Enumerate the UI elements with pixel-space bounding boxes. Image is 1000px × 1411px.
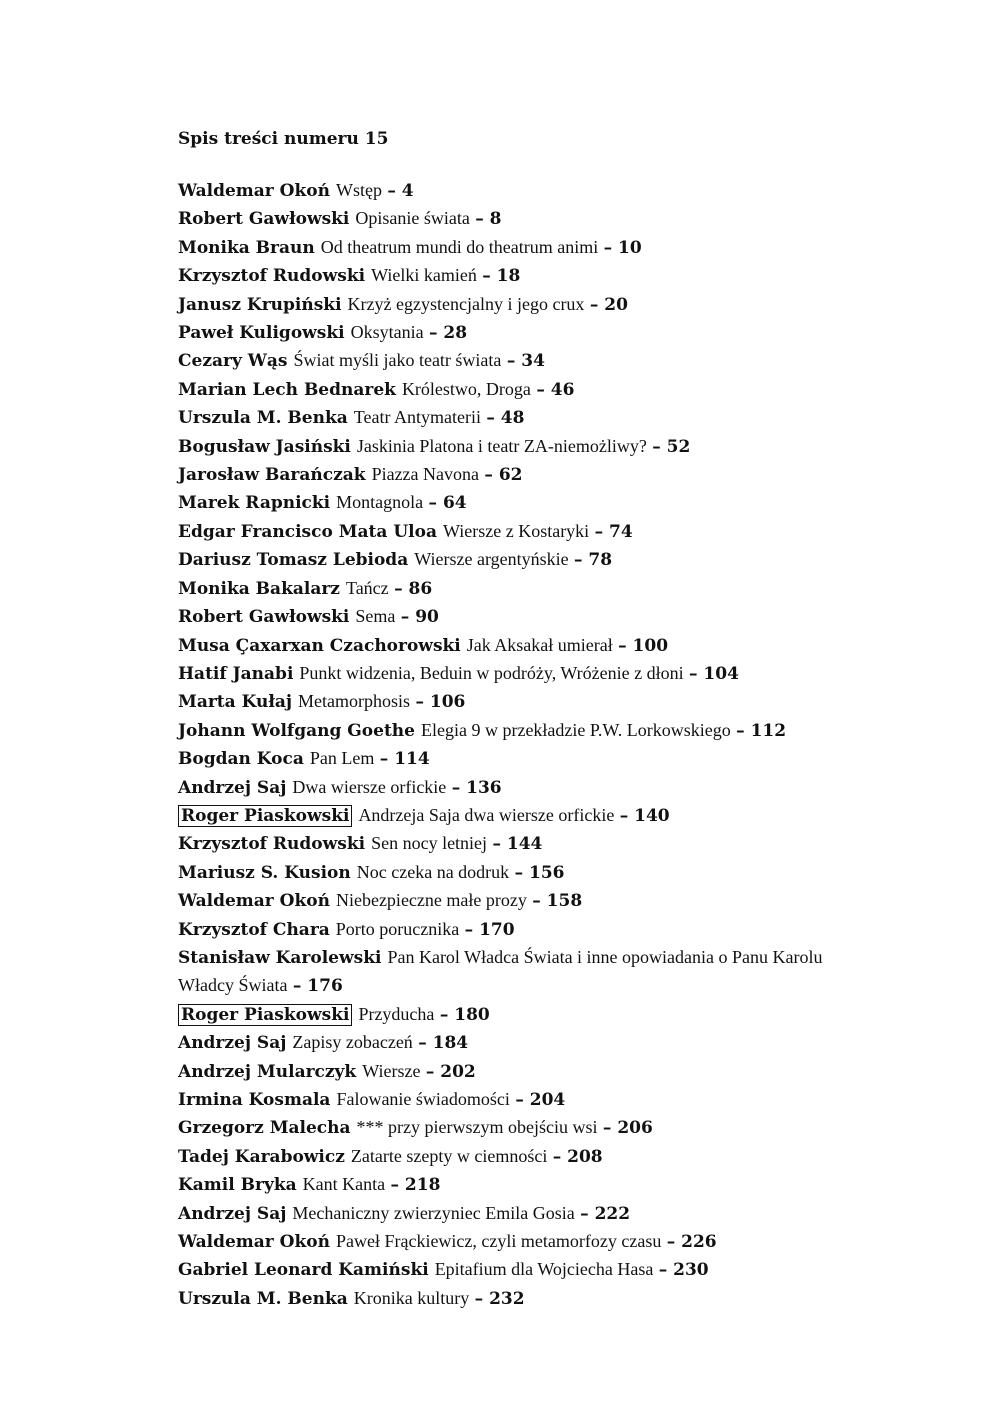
toc-author: Roger Piaskowski <box>178 805 352 827</box>
toc-page-number: – 86 <box>394 578 433 599</box>
toc-work-title: Opisanie świata <box>355 208 470 229</box>
toc-entry <box>178 632 868 660</box>
toc-page-number: – 64 <box>428 493 467 514</box>
toc-author: Janusz Krupiński <box>178 294 342 315</box>
toc-author: Bogdan Koca <box>178 749 304 770</box>
toc-entry <box>178 546 868 574</box>
toc-page-number: – 226 <box>666 1232 717 1253</box>
toc-work-title: Montagnola <box>336 492 424 513</box>
toc-page-number: – 10 <box>603 237 642 258</box>
toc-work-title: Mechaniczny zwierzyniec Emila Gosia <box>292 1202 575 1223</box>
toc-work-title: Wiersze <box>362 1060 421 1081</box>
toc-title: Spis treści numeru 15 <box>178 129 389 149</box>
toc-entry <box>178 1256 868 1284</box>
toc-entry <box>178 461 868 489</box>
toc-page-number: – 100 <box>618 635 669 656</box>
toc-work-title: Elegia 9 w przekładzie P.W. Lorkowskiego <box>420 719 731 740</box>
toc-entry <box>178 916 868 944</box>
toc-page-number: – 202 <box>425 1061 476 1082</box>
toc-work-title: Kant Kanta <box>302 1174 386 1195</box>
toc-author: Monika Bakalarz <box>178 578 340 599</box>
toc-work-title: Oksytania <box>350 322 424 343</box>
toc-author: Jarosław Barańczak <box>178 465 366 486</box>
toc-work-title: Epitafium dla Wojciecha Hasa <box>434 1259 654 1280</box>
toc-page-number: – 204 <box>515 1090 566 1110</box>
toc-entry <box>178 887 868 915</box>
toc-page-number: – 158 <box>532 891 583 912</box>
toc-entry <box>178 1143 868 1171</box>
toc-work-title: Niebezpieczne małe prozy <box>335 890 527 911</box>
toc-entry <box>178 859 868 887</box>
toc-author: Irmina Kosmala <box>178 1090 331 1110</box>
toc-author: Marian Lech Bednarek <box>178 379 396 400</box>
toc-entry <box>178 518 868 546</box>
toc-work-title: Dwa wiersze orfickie <box>292 776 447 797</box>
toc-work-title: Piazza Navona <box>371 464 480 485</box>
toc-author: Gabriel Leonard Kamiński <box>178 1260 429 1281</box>
toc-author: Robert Gawłowski <box>178 607 350 628</box>
toc-author: Waldemar Okoń <box>178 891 330 912</box>
toc-entry <box>178 262 868 290</box>
toc-author: Dariusz Tomasz Lebioda <box>178 550 409 571</box>
toc-entry <box>178 1114 868 1142</box>
toc-author: Robert Gawłowski <box>178 209 350 230</box>
toc-entry <box>178 575 868 603</box>
toc-page-number: – 106 <box>415 692 466 713</box>
toc-page-number: – 34 <box>506 351 545 372</box>
toc-work-title: Sema <box>355 606 396 627</box>
toc-author: Krzysztof Chara <box>178 919 330 940</box>
toc-work-title: *** przy pierwszym obejściu wsi <box>356 1117 598 1138</box>
toc-author: Urszula M. Benka <box>178 1288 348 1309</box>
toc-page-number: – 144 <box>492 834 543 855</box>
toc-author: Mariusz S. Kusion <box>178 862 351 883</box>
toc-entry <box>178 1285 868 1313</box>
toc-entry <box>178 830 868 858</box>
toc-entry <box>178 489 868 517</box>
toc-work-title: Wstęp <box>335 180 382 200</box>
toc-page-number: – 90 <box>400 607 439 628</box>
toc-work-title: Sen nocy letniej <box>371 833 488 854</box>
toc-page-number: – 232 <box>474 1288 525 1309</box>
toc-work-title: Kronika kultury <box>353 1287 470 1308</box>
toc-page-number: – 4 <box>387 181 414 201</box>
toc-work-title: Przyducha <box>358 1003 435 1024</box>
toc-entry <box>178 205 868 233</box>
toc-page-number: – 20 <box>589 294 628 315</box>
toc-entry <box>178 376 868 404</box>
toc-entry <box>178 1058 868 1086</box>
toc-page-number: – 208 <box>552 1146 603 1167</box>
toc-entry <box>178 944 868 1001</box>
toc-page-number: – 180 <box>439 1004 490 1025</box>
toc-entry <box>178 347 868 375</box>
table-of-contents <box>178 126 868 1313</box>
toc-page-number: – 218 <box>390 1175 441 1196</box>
toc-entry <box>178 717 868 745</box>
toc-page-number: – 74 <box>594 521 633 542</box>
toc-page-number: – 222 <box>580 1203 631 1224</box>
toc-author: Urszula M. Benka <box>178 408 348 429</box>
toc-author: Andrzej Saj <box>178 1203 287 1224</box>
toc-page-number: – 18 <box>482 266 521 287</box>
toc-author: Marta Kułaj <box>178 692 293 713</box>
toc-author: Cezary Wąs <box>178 351 288 372</box>
toc-entry <box>178 291 868 319</box>
toc-work-title: Wielki kamień <box>371 265 477 286</box>
toc-entry <box>178 234 868 262</box>
toc-author: Stanisław Karolewski <box>178 947 382 968</box>
toc-entry <box>178 1171 868 1199</box>
toc-entry <box>178 1001 868 1029</box>
toc-author: Andrzej Saj <box>178 1033 287 1054</box>
toc-page-number: – 156 <box>514 862 565 883</box>
toc-page-number: – 28 <box>429 323 468 344</box>
toc-entry <box>178 1029 868 1057</box>
toc-work-title: Świat myśli jako teatr świata <box>293 350 502 371</box>
toc-page-number: – 184 <box>418 1033 469 1054</box>
toc-work-title: Noc czeka na dodruk <box>356 861 510 882</box>
toc-page-number: – 8 <box>475 209 502 230</box>
toc-work-title: Metamorphosis <box>298 691 411 712</box>
toc-work-title: Pan Lem <box>309 748 375 769</box>
toc-page-number: – 62 <box>484 465 523 486</box>
toc-entry <box>178 1228 868 1256</box>
toc-page-number: – 176 <box>292 976 343 997</box>
toc-author: Tadej Karabowicz <box>178 1146 345 1167</box>
toc-entry <box>178 660 868 688</box>
toc-work-title: Od theatrum mundi do theatrum animi <box>320 236 599 257</box>
toc-list <box>178 177 868 1313</box>
toc-entry <box>178 1086 868 1114</box>
toc-entry <box>178 404 868 432</box>
toc-author: Paweł Kuligowski <box>178 323 345 344</box>
toc-page-number: – 140 <box>619 805 670 826</box>
toc-page-number: – 46 <box>536 379 575 400</box>
toc-entry <box>178 688 868 716</box>
toc-work-title: Zapisy zobaczeń <box>292 1032 413 1053</box>
toc-work-title: Pan Karol Władca Świata i inne opowiadania o Panu Karolu Władcy Świata <box>178 946 823 996</box>
toc-entry <box>178 603 868 631</box>
toc-entry <box>178 745 868 773</box>
toc-work-title: Krzyż egzystencjalny i jego crux <box>347 293 585 314</box>
toc-author: Johann Wolfgang Goethe <box>178 720 415 741</box>
toc-page-number: – 78 <box>574 550 613 571</box>
toc-work-title: Wiersze argentyńskie <box>414 549 569 570</box>
toc-page-number: – 48 <box>486 408 525 429</box>
toc-work-title: Andrzeja Saja dwa wiersze orfickie <box>358 804 615 825</box>
toc-author: Krzysztof Rudowski <box>178 834 366 855</box>
toc-author: Krzysztof Rudowski <box>178 266 366 287</box>
toc-author: Grzegorz Malecha <box>178 1118 351 1139</box>
toc-author: Waldemar Okoń <box>178 181 330 201</box>
toc-entry <box>178 1200 868 1228</box>
toc-author: Waldemar Okoń <box>178 1232 330 1253</box>
toc-work-title: Zatarte szepty w ciemności <box>350 1145 548 1166</box>
toc-author: Musa Çaxarxan Czachorowski <box>178 635 461 656</box>
toc-author: Marek Rapnicki <box>178 493 331 514</box>
toc-author: Bogusław Jasiński <box>178 436 351 457</box>
toc-entry <box>178 802 868 830</box>
toc-entry <box>178 433 868 461</box>
toc-work-title: Królestwo, Droga <box>401 378 531 399</box>
toc-author: Hatif Janabi <box>178 663 294 684</box>
toc-entry <box>178 177 868 205</box>
toc-work-title: Jak Aksakał umierał <box>466 634 613 655</box>
toc-page-number: – 170 <box>464 919 515 940</box>
toc-author: Andrzej Mularczyk <box>178 1061 357 1082</box>
toc-author: Andrzej Saj <box>178 777 287 798</box>
toc-page-number: – 136 <box>451 777 502 798</box>
toc-page-number: – 230 <box>658 1260 709 1281</box>
toc-work-title: Teatr Antymaterii <box>353 407 481 428</box>
toc-page-number: – 206 <box>602 1118 653 1139</box>
toc-entry <box>178 319 868 347</box>
toc-work-title: Wiersze z Kostaryki <box>442 520 590 541</box>
toc-work-title: Paweł Frąckiewicz, czyli metamorfozy czasu <box>335 1231 662 1252</box>
toc-author: Edgar Francisco Mata Uloa <box>178 521 437 542</box>
toc-work-title: Falowanie świadomości <box>336 1089 510 1109</box>
toc-page-number: – 52 <box>652 436 691 457</box>
toc-work-title: Tańcz <box>345 577 389 598</box>
toc-page-number: – 114 <box>379 749 430 770</box>
toc-work-title: Jaskinia Platona i teatr ZA-niemożliwy? <box>356 435 647 456</box>
toc-entry <box>178 774 868 802</box>
toc-author: Roger Piaskowski <box>178 1004 352 1026</box>
toc-work-title: Porto porucznika <box>335 918 460 939</box>
toc-work-title: Punkt widzenia, Beduin w podróży, Wróżenie z dłoni <box>299 662 684 683</box>
toc-page-number: – 112 <box>736 720 787 741</box>
toc-page-number: – 104 <box>689 663 739 684</box>
toc-author: Monika Braun <box>178 237 315 258</box>
toc-author: Kamil Bryka <box>178 1175 297 1196</box>
